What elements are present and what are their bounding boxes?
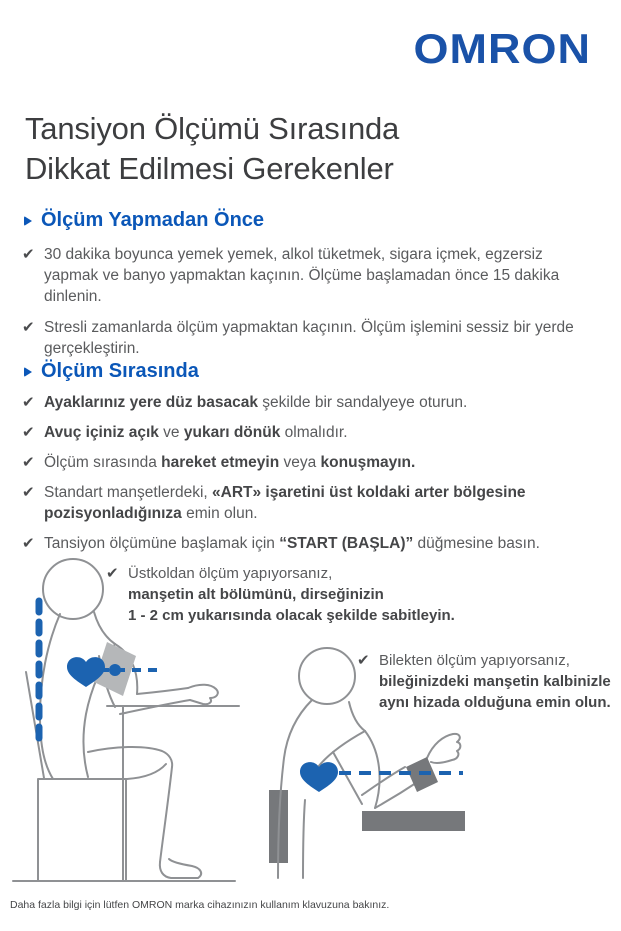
arrow-bullet-icon (24, 216, 32, 226)
list-item (22, 422, 582, 443)
note-line: manşetin alt bölümünü, dirseğinizin (128, 586, 384, 603)
before-measurement-list (22, 244, 582, 369)
page-title (25, 109, 399, 189)
head (299, 648, 355, 704)
list-item (22, 317, 582, 359)
footer-note: Daha fazla bilgi için lütfen OMRON marka cihazınızın kullanım klavuzuna bakınız. (10, 899, 390, 911)
check-icon: ✔ (22, 484, 35, 501)
during-measurement-list (22, 392, 582, 563)
check-icon: ✔ (22, 535, 35, 552)
note-line: aynı hizada olduğuna emin olun. (379, 694, 611, 711)
bullet-text: Standart manşetlerdeki, «ART» işaretini üst koldaki arter bölgesine pozisyonladığınıza emin olun. (44, 484, 526, 522)
section-heading-during-measurement (24, 360, 199, 383)
check-icon: ✔ (22, 246, 35, 263)
head (43, 559, 103, 619)
arrow-bullet-icon (24, 367, 32, 377)
check-icon: ✔ (22, 394, 35, 411)
list-item (22, 244, 582, 307)
check-icon: ✔ (22, 319, 35, 336)
section-heading-label: Ölçüm Yapmadan Önce (41, 209, 265, 231)
section-heading-label: Ölçüm Sırasında (41, 360, 199, 382)
list-item (22, 392, 582, 413)
omron-logo: OMRON (413, 25, 591, 72)
section-heading-before-measurement (24, 209, 264, 232)
note-line: Üstkoldan ölçüm yapıyorsanız, (128, 565, 333, 582)
note-line: bileğinizdeki manşetin kalbinizle (379, 673, 611, 690)
check-icon: ✔ (22, 424, 35, 441)
bullet-text: Ayaklarınız yere düz basacak şekilde bir sandalyeye oturun. (44, 394, 468, 411)
check-icon: ✔ (106, 565, 119, 582)
note-line: Bilekten ölçüm yapıyorsanız, (379, 652, 570, 669)
check-icon: ✔ (357, 652, 370, 669)
stool (38, 779, 126, 881)
page-title-line1: Tansiyon Ölçümü Sırasında (25, 111, 400, 146)
upper-arm-note (106, 563, 455, 626)
bullet-text: Ölçüm sırasında hareket etmeyin veya konuşmayın. (44, 454, 416, 471)
bullet-text: Tansiyon ölçümüne başlamak için “START (BAŞLA)” düğmesine basın. (44, 535, 540, 552)
bullet-text: Avuç içiniz açık ve yukarı dönük olmalıdır. (44, 424, 348, 441)
list-item (22, 482, 582, 524)
table-slab (362, 811, 465, 831)
note-line: 1 - 2 cm yukarısında olacak şekilde sabitleyin. (128, 607, 455, 624)
artery-marker-dot (109, 664, 121, 676)
bullet-text: 30 dakika boyunca yemek yemek, alkol tüketmek, sigara içmek, egzersiz yapmak ve banyo yapmaktan kaçının. Ölçüme başlamadan önce 15 dakika dinlenin. (44, 246, 560, 305)
list-item (22, 533, 582, 554)
page-title-line2: Dikkat Edilmesi Gerekenler (25, 151, 394, 186)
check-icon: ✔ (22, 454, 35, 471)
wrist-note (357, 650, 611, 713)
list-item (22, 452, 582, 473)
bullet-text: Stresli zamanlarda ölçüm yapmaktan kaçının. Ölçüm işlemini sessiz bir yerde gerçekleştirin. (44, 319, 574, 357)
